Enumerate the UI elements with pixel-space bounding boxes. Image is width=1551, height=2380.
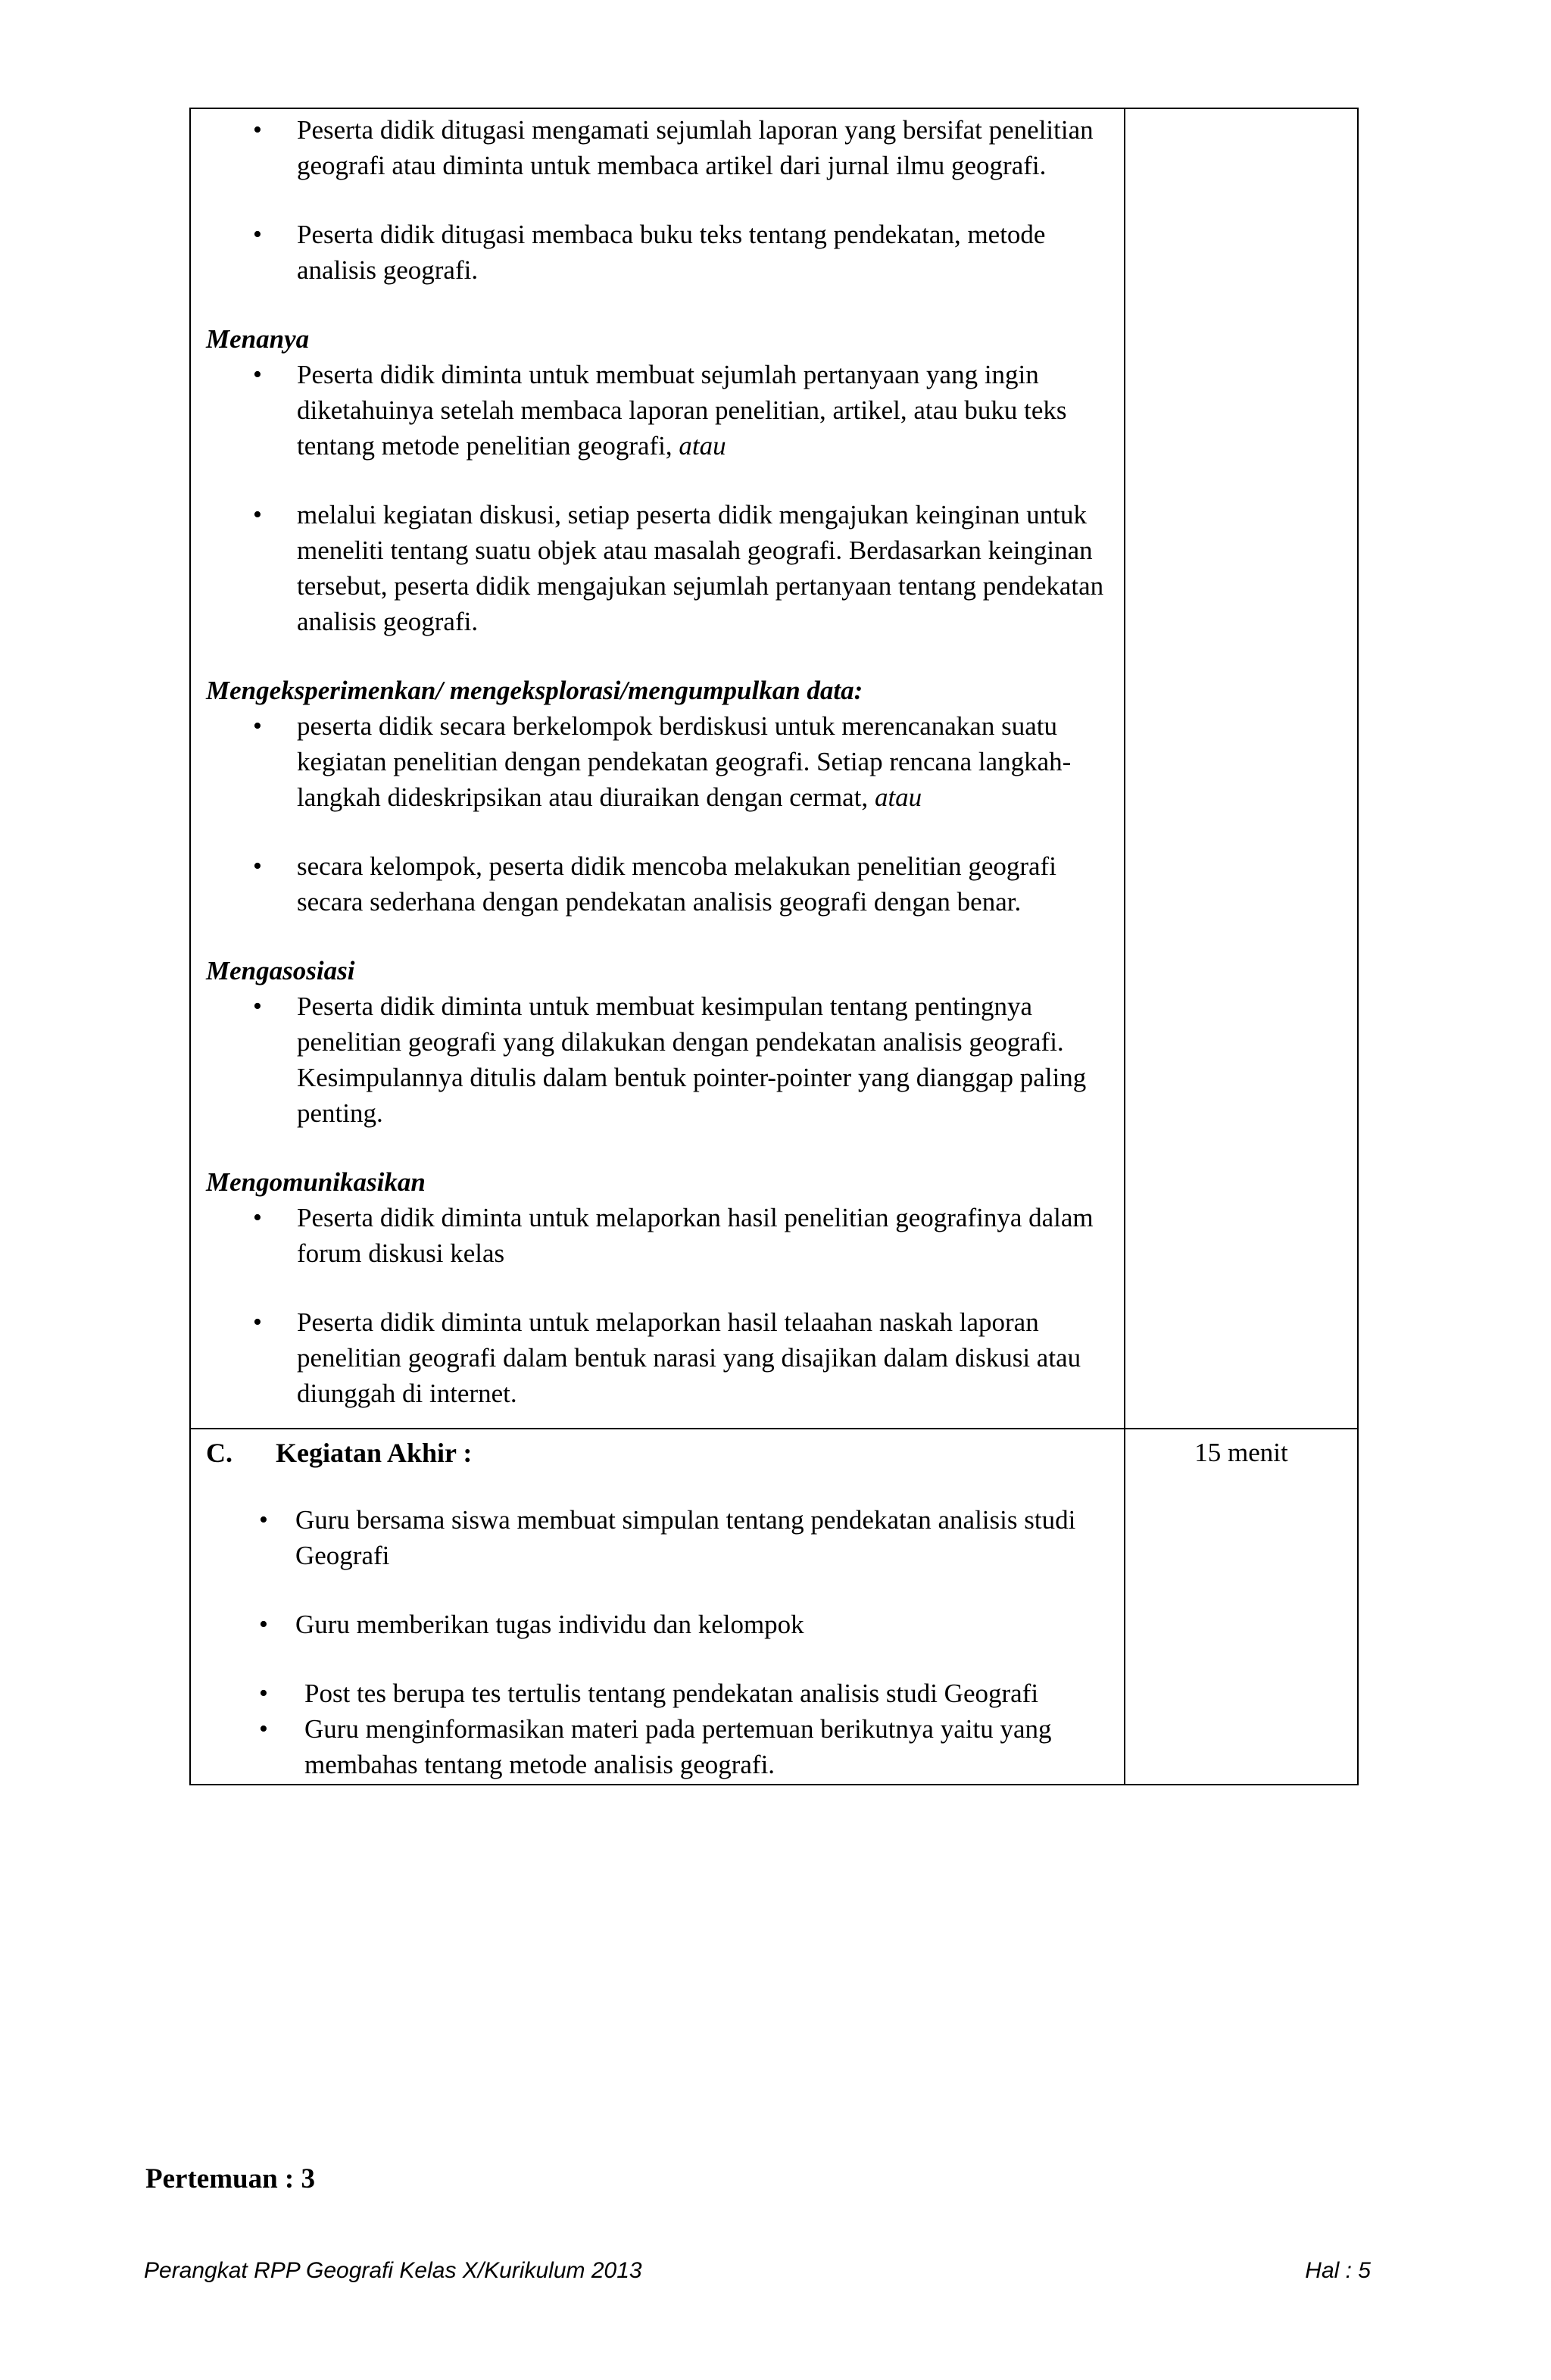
list-item: • peserta didik secara berkelompok berdiskusi untuk merencanakan suatu kegiatan penelitian dengan pendekatan geografi. Setiap rencana langkah-langkah dideskripsikan atau diuraikan dengan cermat, atau xyxy=(253,711,1072,812)
list-item: • Peserta didik diminta untuk melaporkan hasil telaahan naskah laporan penelitian geografi dalam bentuk narasi yang disajikan dalam diskusi atau diunggah di internet. xyxy=(253,1307,1081,1408)
list-item: • Guru memberikan tugas individu dan kelompok xyxy=(259,1610,804,1639)
list-item: • Peserta didik diminta untuk membuat kesimpulan tentang pentingnya penelitian geografi yang dilakukan dengan pendekatan analisis geografi. Kesimpulannya ditulis dalam bentuk pointer-pointer yang dianggap paling penting. xyxy=(253,992,1087,1128)
mengeksperimenkan-bullet-list xyxy=(206,708,1110,920)
core-activity-time-cell xyxy=(1125,108,1358,1429)
duration-label: 15 menit xyxy=(1194,1438,1288,1467)
footer-document-title: Perangkat RPP Geografi Kelas X/Kurikulum 2013 xyxy=(144,2258,642,2283)
core-activity-row xyxy=(190,108,1358,1429)
menanya-bullet-list xyxy=(206,357,1110,639)
mengasosiasi-bullet-list xyxy=(206,989,1110,1131)
list-item: • melalui kegiatan diskusi, setiap peserta didik mengajukan keinginan untuk meneliti tentang suatu objek atau masalah geografi. Berdasarkan keinginan tersebut, peserta didik mengajukan sejumlah pertanyaan tentang pendekatan analisis geografi. xyxy=(253,500,1104,636)
closing-activity-heading xyxy=(206,1429,1110,1472)
closing-activity-cell xyxy=(190,1429,1125,1785)
section-heading-menanya: Menanya xyxy=(206,324,310,354)
lesson-plan-table xyxy=(189,108,1359,1785)
list-item: • Guru bersama siswa membuat simpulan tentang pendekatan analisis studi Geografi xyxy=(259,1505,1076,1570)
closing-activity-time-cell xyxy=(1125,1429,1358,1785)
meeting-heading: Pertemuan : 3 xyxy=(145,2163,315,2194)
closing-activity-row xyxy=(190,1429,1358,1785)
list-item: • secara kelompok, peserta didik mencoba melakukan penelitian geografi secara sederhana dengan pendekatan analisis geografi dengan benar. xyxy=(253,851,1056,917)
list-item: • Peserta didik diminta untuk membuat sejumlah pertanyaan yang ingin diketahuinya setelah membaca laporan penelitian, artikel, atau buku teks tentang metode penelitian geografi, atau xyxy=(253,360,1067,461)
list-item: • Peserta didik diminta untuk melaporkan hasil penelitian geografinya dalam forum diskusi kelas xyxy=(253,1203,1094,1268)
intro-bullet-list xyxy=(206,112,1110,288)
list-item: • Peserta didik ditugasi membaca buku teks tentang pendekatan, metode analisis geografi. xyxy=(253,220,1046,285)
section-letter: C. xyxy=(206,1438,232,1468)
section-heading-mengomunikasikan: Mengomunikasikan xyxy=(206,1167,426,1197)
footer-page-number: Hal : 5 xyxy=(1305,2258,1371,2283)
list-item: • Peserta didik ditugasi mengamati sejumlah laporan yang bersifat penelitian geografi atau diminta untuk membaca artikel dari jurnal ilmu geografi. xyxy=(253,115,1094,180)
section-title: Kegiatan Akhir : xyxy=(276,1438,473,1468)
list-item: • Post tes berupa tes tertulis tentang pendekatan analisis studi Geografi xyxy=(259,1679,1039,1708)
list-item: • Guru menginformasikan materi pada pertemuan berikutnya yaitu yang membahas tentang metode analisis geografi. xyxy=(259,1714,1052,1779)
mengomunikasikan-bullet-list xyxy=(206,1200,1110,1411)
closing-bullet-list xyxy=(206,1502,1110,1782)
core-activity-cell xyxy=(190,108,1125,1429)
section-heading-mengasosiasi: Mengasosiasi xyxy=(206,956,355,985)
section-heading-mengeksperimenkan: Mengeksperimenkan/ mengeksplorasi/mengumpulkan data: xyxy=(206,676,863,705)
